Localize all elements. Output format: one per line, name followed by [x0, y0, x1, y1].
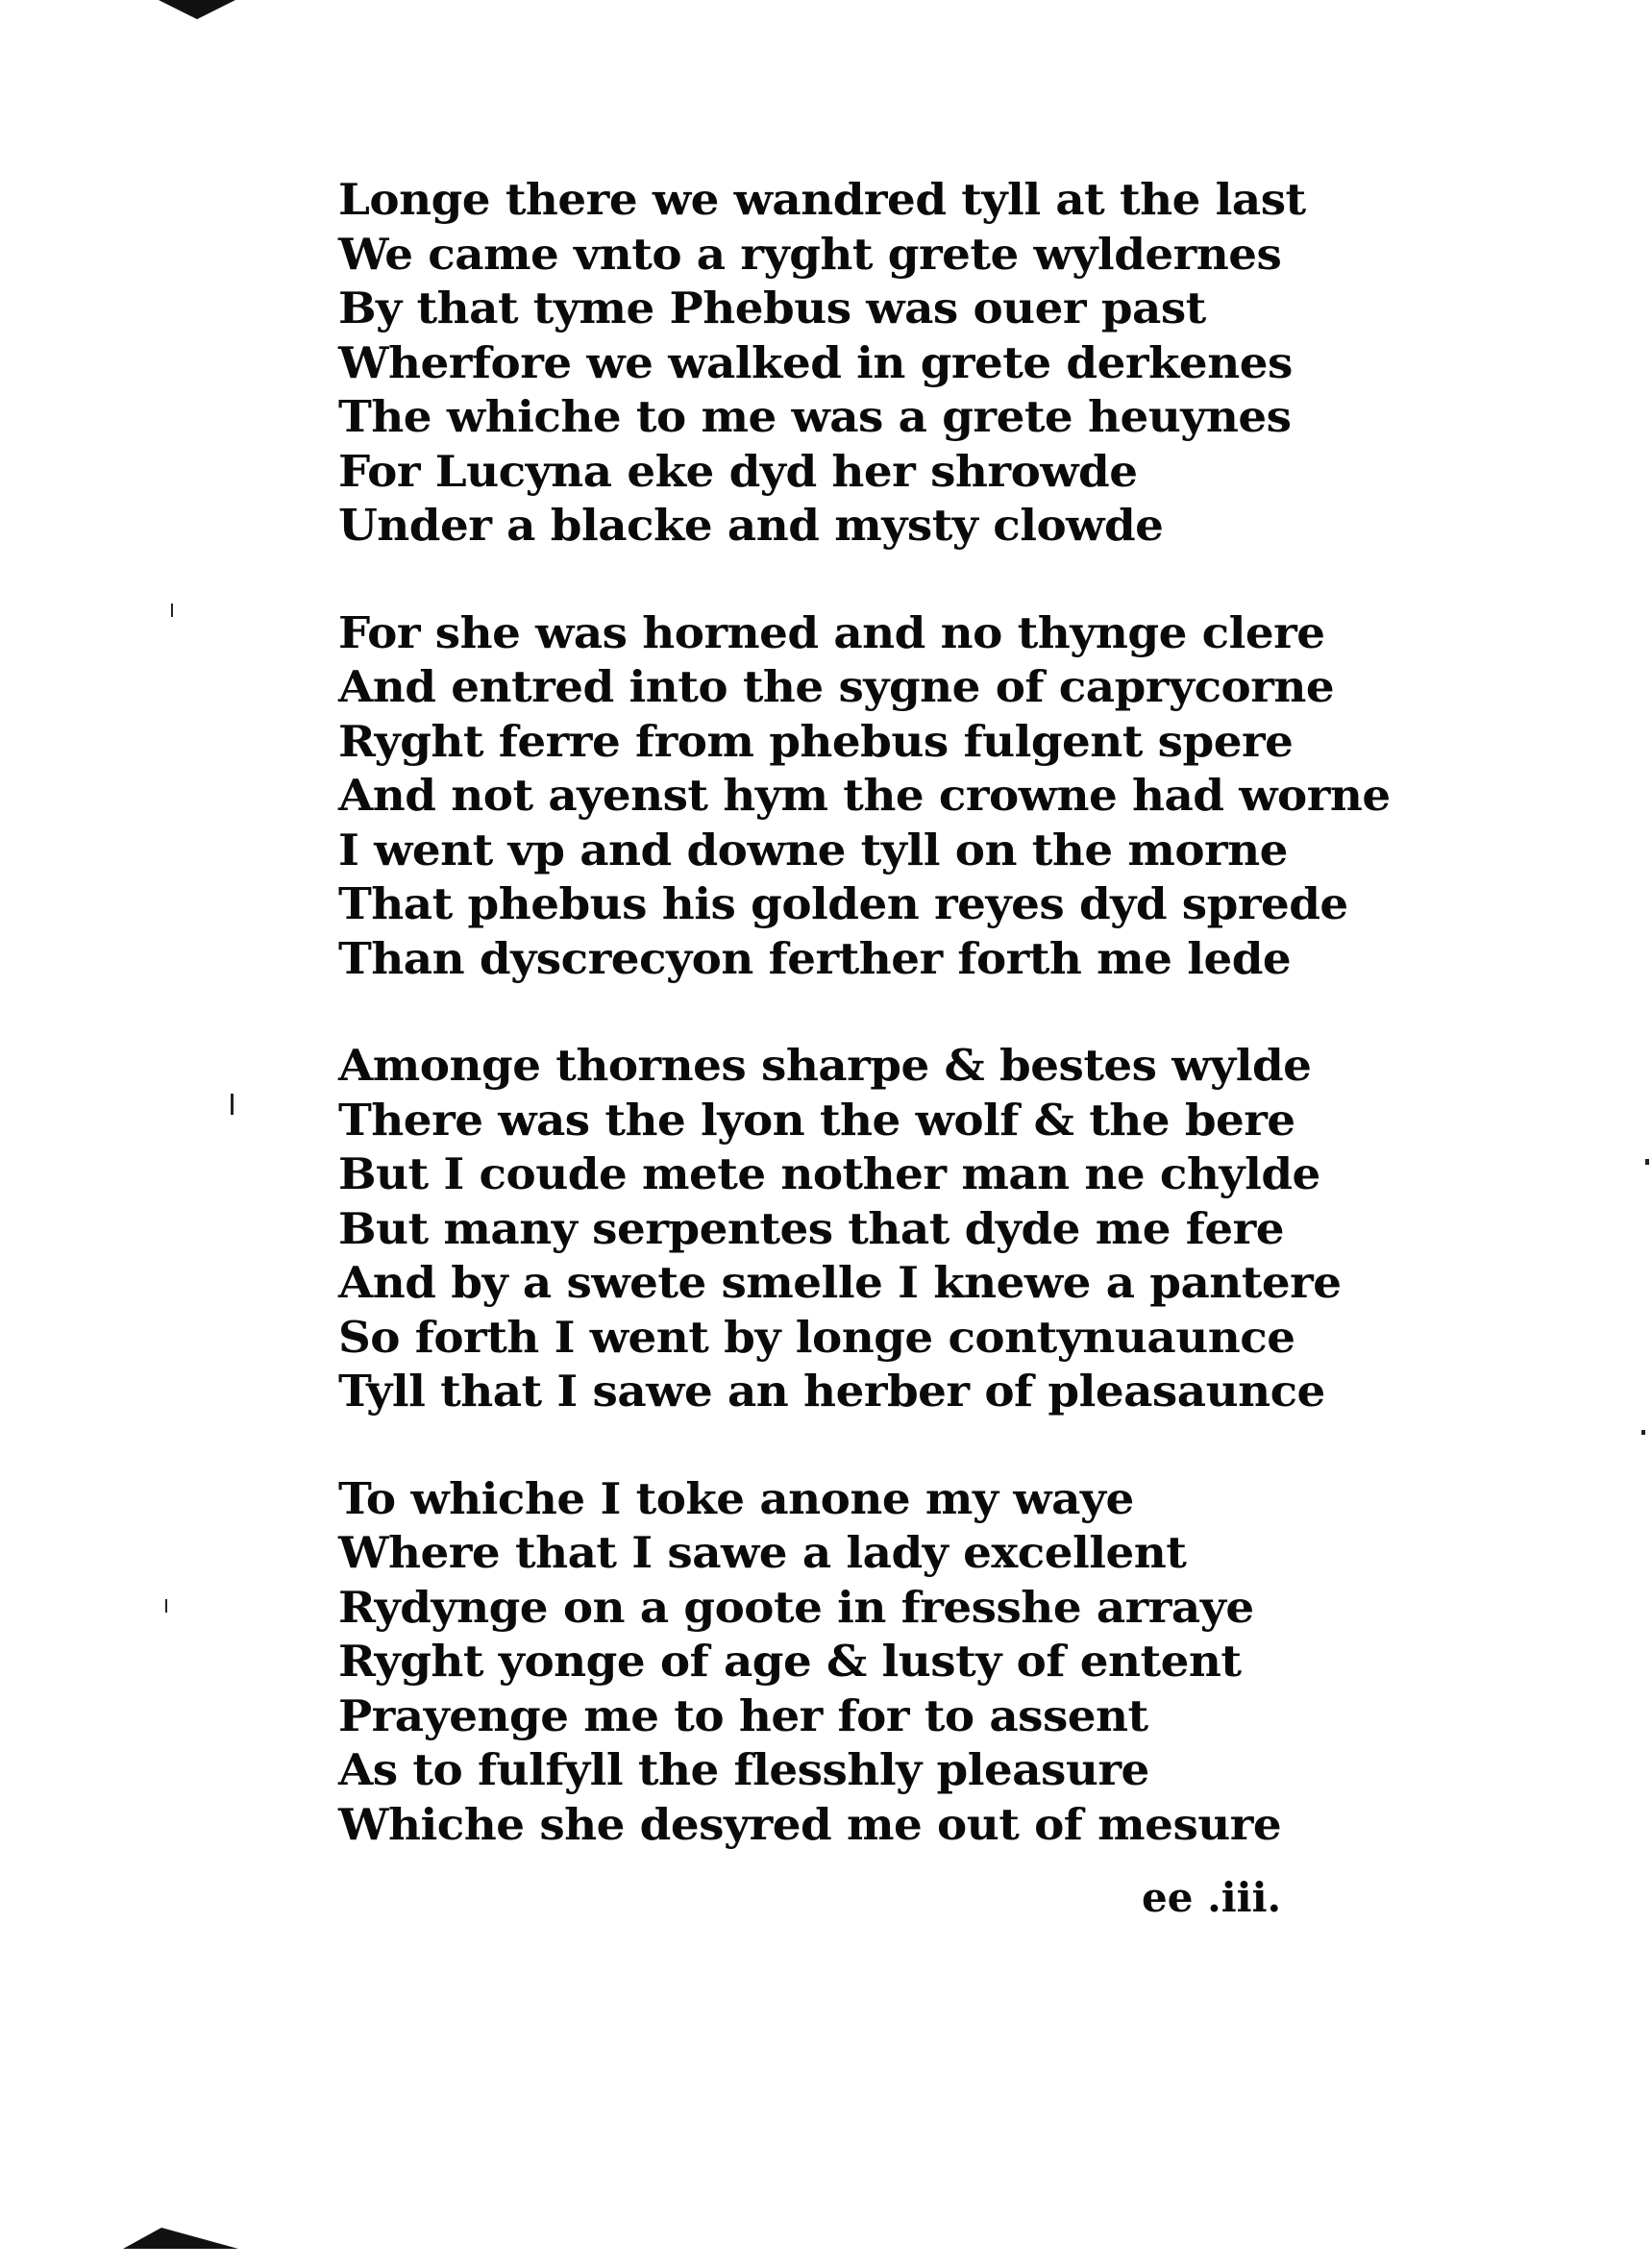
verse-line: Ryght ferre from phebus fulgent spere: [338, 715, 1294, 767]
verse-line: And by a swete smelle I knewe a pantere: [338, 1257, 1342, 1308]
ink-speck: [1641, 1430, 1645, 1435]
verse-line: That phebus his golden reyes dyd sprede: [338, 878, 1348, 929]
stanza-2: [338, 606, 1391, 987]
verse-line: Rydynge on a goote in fresshe arraye: [338, 1581, 1254, 1633]
ink-speck: [231, 1094, 234, 1115]
stanza-1: [338, 173, 1306, 554]
verse-line: By that tyme Phebus was ouer past: [338, 283, 1206, 333]
signature-mark: ee .iii.: [1142, 1874, 1282, 1921]
verse-line: For Lucyna eke dyd her shrowde: [338, 445, 1138, 497]
verse-line: And not ayenst hym the crowne had worne: [338, 770, 1391, 821]
verse-line: As to fulfyll the flesshly pleasure: [338, 1744, 1149, 1795]
ink-mark-top: [159, 0, 235, 19]
verse-line: The whiche to me was a grete heuynes: [338, 391, 1292, 442]
verse-line: Under a blacke and mysty clowde: [338, 500, 1164, 551]
verse-line: Where that I sawe a lady excellent: [338, 1527, 1187, 1578]
verse-line: We came vnto a ryght grete wyldernes: [338, 228, 1282, 280]
stanza-3: [338, 1039, 1342, 1419]
verse-line: So forth I went by longe contynuaunce: [338, 1311, 1295, 1363]
verse-line: Wherfore we walked in grete derkenes: [338, 336, 1293, 388]
ink-mark-bottom: [123, 2228, 238, 2249]
verse-line: Amonge thornes sharpe & bestes wylde: [338, 1040, 1312, 1091]
verse-line: Tyll that I sawe an herber of pleasaunce: [338, 1366, 1325, 1417]
verse-line: I went vp and downe tyll on the morne: [338, 824, 1288, 875]
verse-line: There was the lyon the wolf & the bere: [338, 1094, 1295, 1146]
verse-line: And entred into the sygne of caprycorne: [338, 661, 1335, 712]
verse-line: Whiche she desyred me out of mesure: [338, 1798, 1282, 1850]
verse-line: Ryght yonge of age & lusty of entent: [338, 1636, 1242, 1687]
ink-speck: [1645, 1159, 1649, 1165]
verse-line: For she was horned and no thynge clere: [338, 606, 1325, 658]
verse-line: But I coude mete nother man ne chylde: [338, 1148, 1320, 1199]
verse-line: Prayenge me to her for to assent: [338, 1689, 1148, 1741]
verse-line: To whiche I toke anone my waye: [338, 1472, 1134, 1524]
verse-line: Longe there we wandred tyll at the last: [338, 174, 1306, 225]
verse-block: [338, 173, 1391, 1905]
verse-line: Than dyscrecyon ferther forth me lede: [338, 932, 1292, 984]
stanza-4: [338, 1472, 1299, 1853]
ink-speck: [171, 604, 173, 617]
verse-line: But many serpentes that dyde me fere: [338, 1202, 1284, 1254]
ink-speck: [165, 1599, 167, 1613]
